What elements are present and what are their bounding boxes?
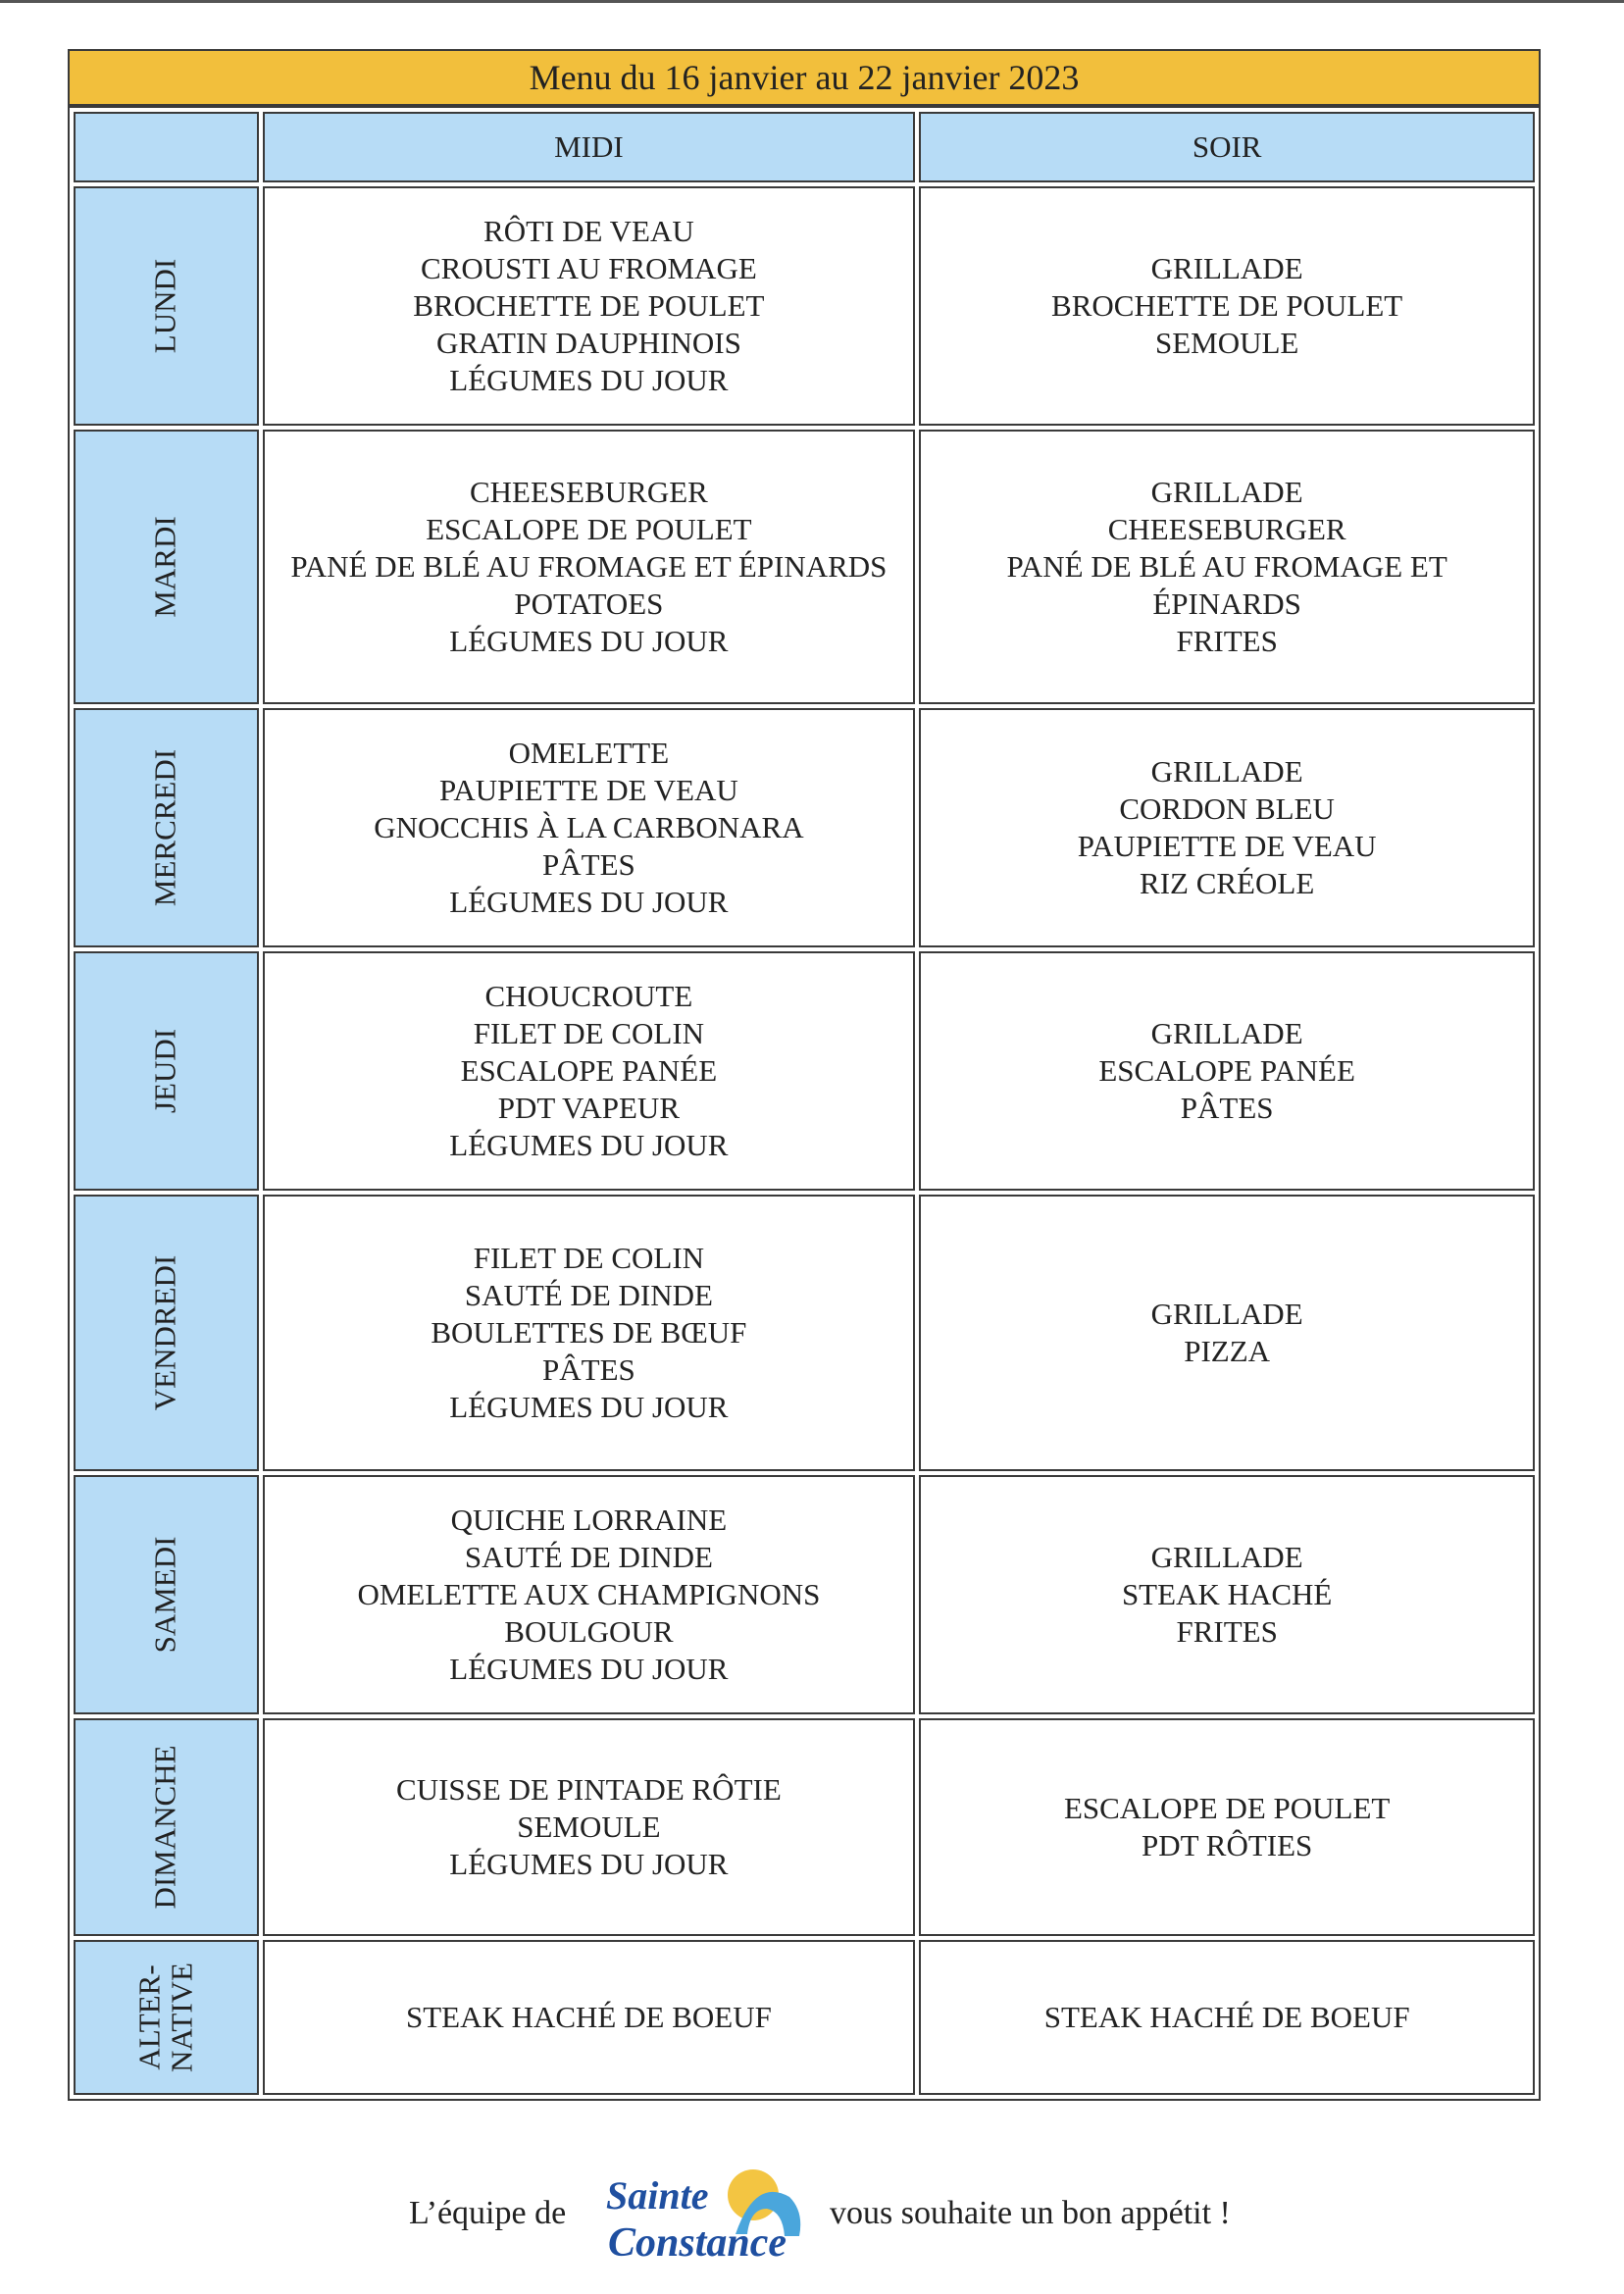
menu-title: Menu du 16 janvier au 22 janvier 2023	[68, 49, 1541, 106]
meal-cell-soir	[919, 951, 1535, 1191]
menu-row	[74, 186, 1535, 426]
footer-text-after-logo: vous souhaite un bon appétit !	[830, 2195, 1231, 2231]
menu-row	[74, 951, 1535, 1191]
dish-item: GRILLADE	[1150, 1297, 1303, 1331]
day-label: MARDI	[147, 516, 182, 618]
day-label-cell	[74, 951, 259, 1191]
dish-item: BROCHETTE DE POULET	[413, 288, 765, 323]
dish-item: BROCHETTE DE POULET	[1051, 288, 1403, 323]
dish-item: GRILLADE	[1150, 475, 1303, 509]
dish-item: SEMOULE	[1154, 326, 1299, 360]
dish-item: FRITES	[1176, 1614, 1278, 1649]
dish-item: PIZZA	[1184, 1334, 1271, 1368]
meal-cell-soir	[919, 1940, 1535, 2095]
dish-item: CHEESEBURGER	[1107, 512, 1346, 546]
day-label-cell	[74, 1195, 259, 1471]
dish-item: GNOCCHIS À LA CARBONARA	[374, 810, 804, 844]
dish-item: CORDON BLEU	[1119, 791, 1335, 826]
dish-item: LÉGUMES DU JOUR	[449, 363, 729, 397]
dish-item: CHEESEBURGER	[469, 475, 708, 509]
meal-cell-soir	[919, 1195, 1535, 1471]
dish-item: GRATIN DAUPHINOIS	[435, 326, 741, 360]
dish-item: GRILLADE	[1150, 1016, 1303, 1050]
menu-row	[74, 1195, 1535, 1471]
day-label: DIMANCHE	[147, 1745, 182, 1910]
day-label-cell	[74, 708, 259, 947]
dish-item: RIZ CRÉOLE	[1140, 866, 1315, 900]
dish-item: PÂTES	[542, 847, 635, 882]
dish-item: BOULGOUR	[504, 1614, 674, 1649]
meal-cell-soir	[919, 430, 1535, 704]
menu-row	[74, 1718, 1535, 1936]
menu-row	[74, 708, 1535, 947]
dish-item: POTATOES	[514, 586, 664, 621]
dish-item: BOULETTES DE BŒUF	[431, 1315, 747, 1350]
dish-item: LÉGUMES DU JOUR	[449, 1390, 729, 1424]
day-label-cell	[74, 186, 259, 426]
column-header-midi: MIDI	[263, 112, 916, 182]
logo-text-constance: Constance	[608, 2220, 787, 2266]
dish-item: FILET DE COLIN	[473, 1016, 705, 1050]
sainte-constance-logo	[588, 2158, 824, 2275]
meal-cell-midi	[263, 1195, 916, 1471]
day-label: ALTER- NATIVE	[131, 1963, 199, 2072]
menu-table	[68, 106, 1541, 2101]
dish-item: FILET DE COLIN	[473, 1241, 705, 1275]
dish-item: GRILLADE	[1150, 754, 1303, 789]
dish-item: PANÉ DE BLÉ AU FROMAGE ET ÉPINARDS	[290, 549, 888, 584]
dish-item: OMELETTE AUX CHAMPIGNONS	[357, 1577, 821, 1611]
meal-cell-midi	[263, 1940, 916, 2095]
header-row	[74, 112, 1535, 182]
dish-item: ESCALOPE PANÉE	[460, 1053, 718, 1088]
day-label-cell	[74, 1475, 259, 1714]
meal-cell-midi	[263, 708, 916, 947]
dish-item: SEMOULE	[517, 1810, 661, 1844]
dish-item: ÉPINARDS	[1152, 586, 1301, 621]
dish-item: RÔTI DE VEAU	[483, 214, 694, 248]
dish-item: QUICHE LORRAINE	[450, 1503, 728, 1537]
dish-item: SAUTÉ DE DINDE	[464, 1278, 713, 1312]
dish-item: LÉGUMES DU JOUR	[449, 1847, 729, 1881]
dish-item: PDT RÔTIES	[1142, 1828, 1313, 1862]
dish-item: PAUPIETTE DE VEAU	[1077, 829, 1377, 863]
dish-item: STEAK HACHÉ DE BOEUF	[405, 2000, 772, 2034]
day-label: SAMEDI	[147, 1536, 182, 1654]
dish-item: LÉGUMES DU JOUR	[449, 885, 729, 919]
dish-item: CROUSTI AU FROMAGE	[421, 251, 757, 285]
dish-item: CUISSE DE PINTADE RÔTIE	[396, 1772, 782, 1807]
dish-item: FRITES	[1176, 624, 1278, 658]
logo-text-sainte: Sainte	[606, 2173, 709, 2218]
menu-row	[74, 1940, 1535, 2095]
dish-item: PAUPIETTE DE VEAU	[438, 773, 738, 807]
meal-cell-soir	[919, 708, 1535, 947]
dish-item: LÉGUMES DU JOUR	[449, 1652, 729, 1686]
dish-item: STEAK HACHÉ	[1121, 1577, 1333, 1611]
dish-item: PÂTES	[542, 1352, 635, 1387]
meal-cell-midi	[263, 951, 916, 1191]
menu-row	[74, 430, 1535, 704]
day-label-cell	[74, 430, 259, 704]
meal-cell-midi	[263, 186, 916, 426]
corner-cell	[74, 112, 259, 182]
day-label: VENDREDI	[147, 1254, 182, 1411]
meal-cell-soir	[919, 1475, 1535, 1714]
day-label-cell	[74, 1940, 259, 2095]
meal-cell-soir	[919, 1718, 1535, 1936]
scan-edge-line	[0, 0, 1624, 3]
dish-item: SAUTÉ DE DINDE	[464, 1540, 713, 1574]
footer	[0, 2158, 1624, 2275]
meal-cell-midi	[263, 1475, 916, 1714]
dish-item: ESCALOPE DE POULET	[426, 512, 752, 546]
dish-item: ESCALOPE PANÉE	[1098, 1053, 1355, 1088]
dish-item: STEAK HACHÉ DE BOEUF	[1043, 2000, 1410, 2034]
dish-item: CHOUCROUTE	[484, 979, 693, 1013]
dish-item: GRILLADE	[1150, 251, 1303, 285]
day-label: LUNDI	[147, 258, 182, 354]
dish-item: ESCALOPE DE POULET	[1063, 1791, 1391, 1825]
meal-cell-midi	[263, 1718, 916, 1936]
dish-item: PANÉ DE BLÉ AU FROMAGE ET	[1006, 549, 1447, 584]
dish-item: LÉGUMES DU JOUR	[449, 1128, 729, 1162]
dish-item: PDT VAPEUR	[497, 1091, 680, 1125]
day-label-cell	[74, 1718, 259, 1936]
dish-item: LÉGUMES DU JOUR	[449, 624, 729, 658]
day-label: MERCREDI	[147, 748, 182, 907]
meal-cell-midi	[263, 430, 916, 704]
footer-text-before-logo: L’équipe de	[409, 2195, 567, 2231]
menu-row	[74, 1475, 1535, 1714]
dish-item: PÂTES	[1180, 1091, 1274, 1125]
meal-cell-soir	[919, 186, 1535, 426]
day-label: JEUDI	[147, 1028, 182, 1114]
column-header-soir: SOIR	[919, 112, 1535, 182]
dish-item: GRILLADE	[1150, 1540, 1303, 1574]
dish-item: OMELETTE	[508, 736, 670, 770]
